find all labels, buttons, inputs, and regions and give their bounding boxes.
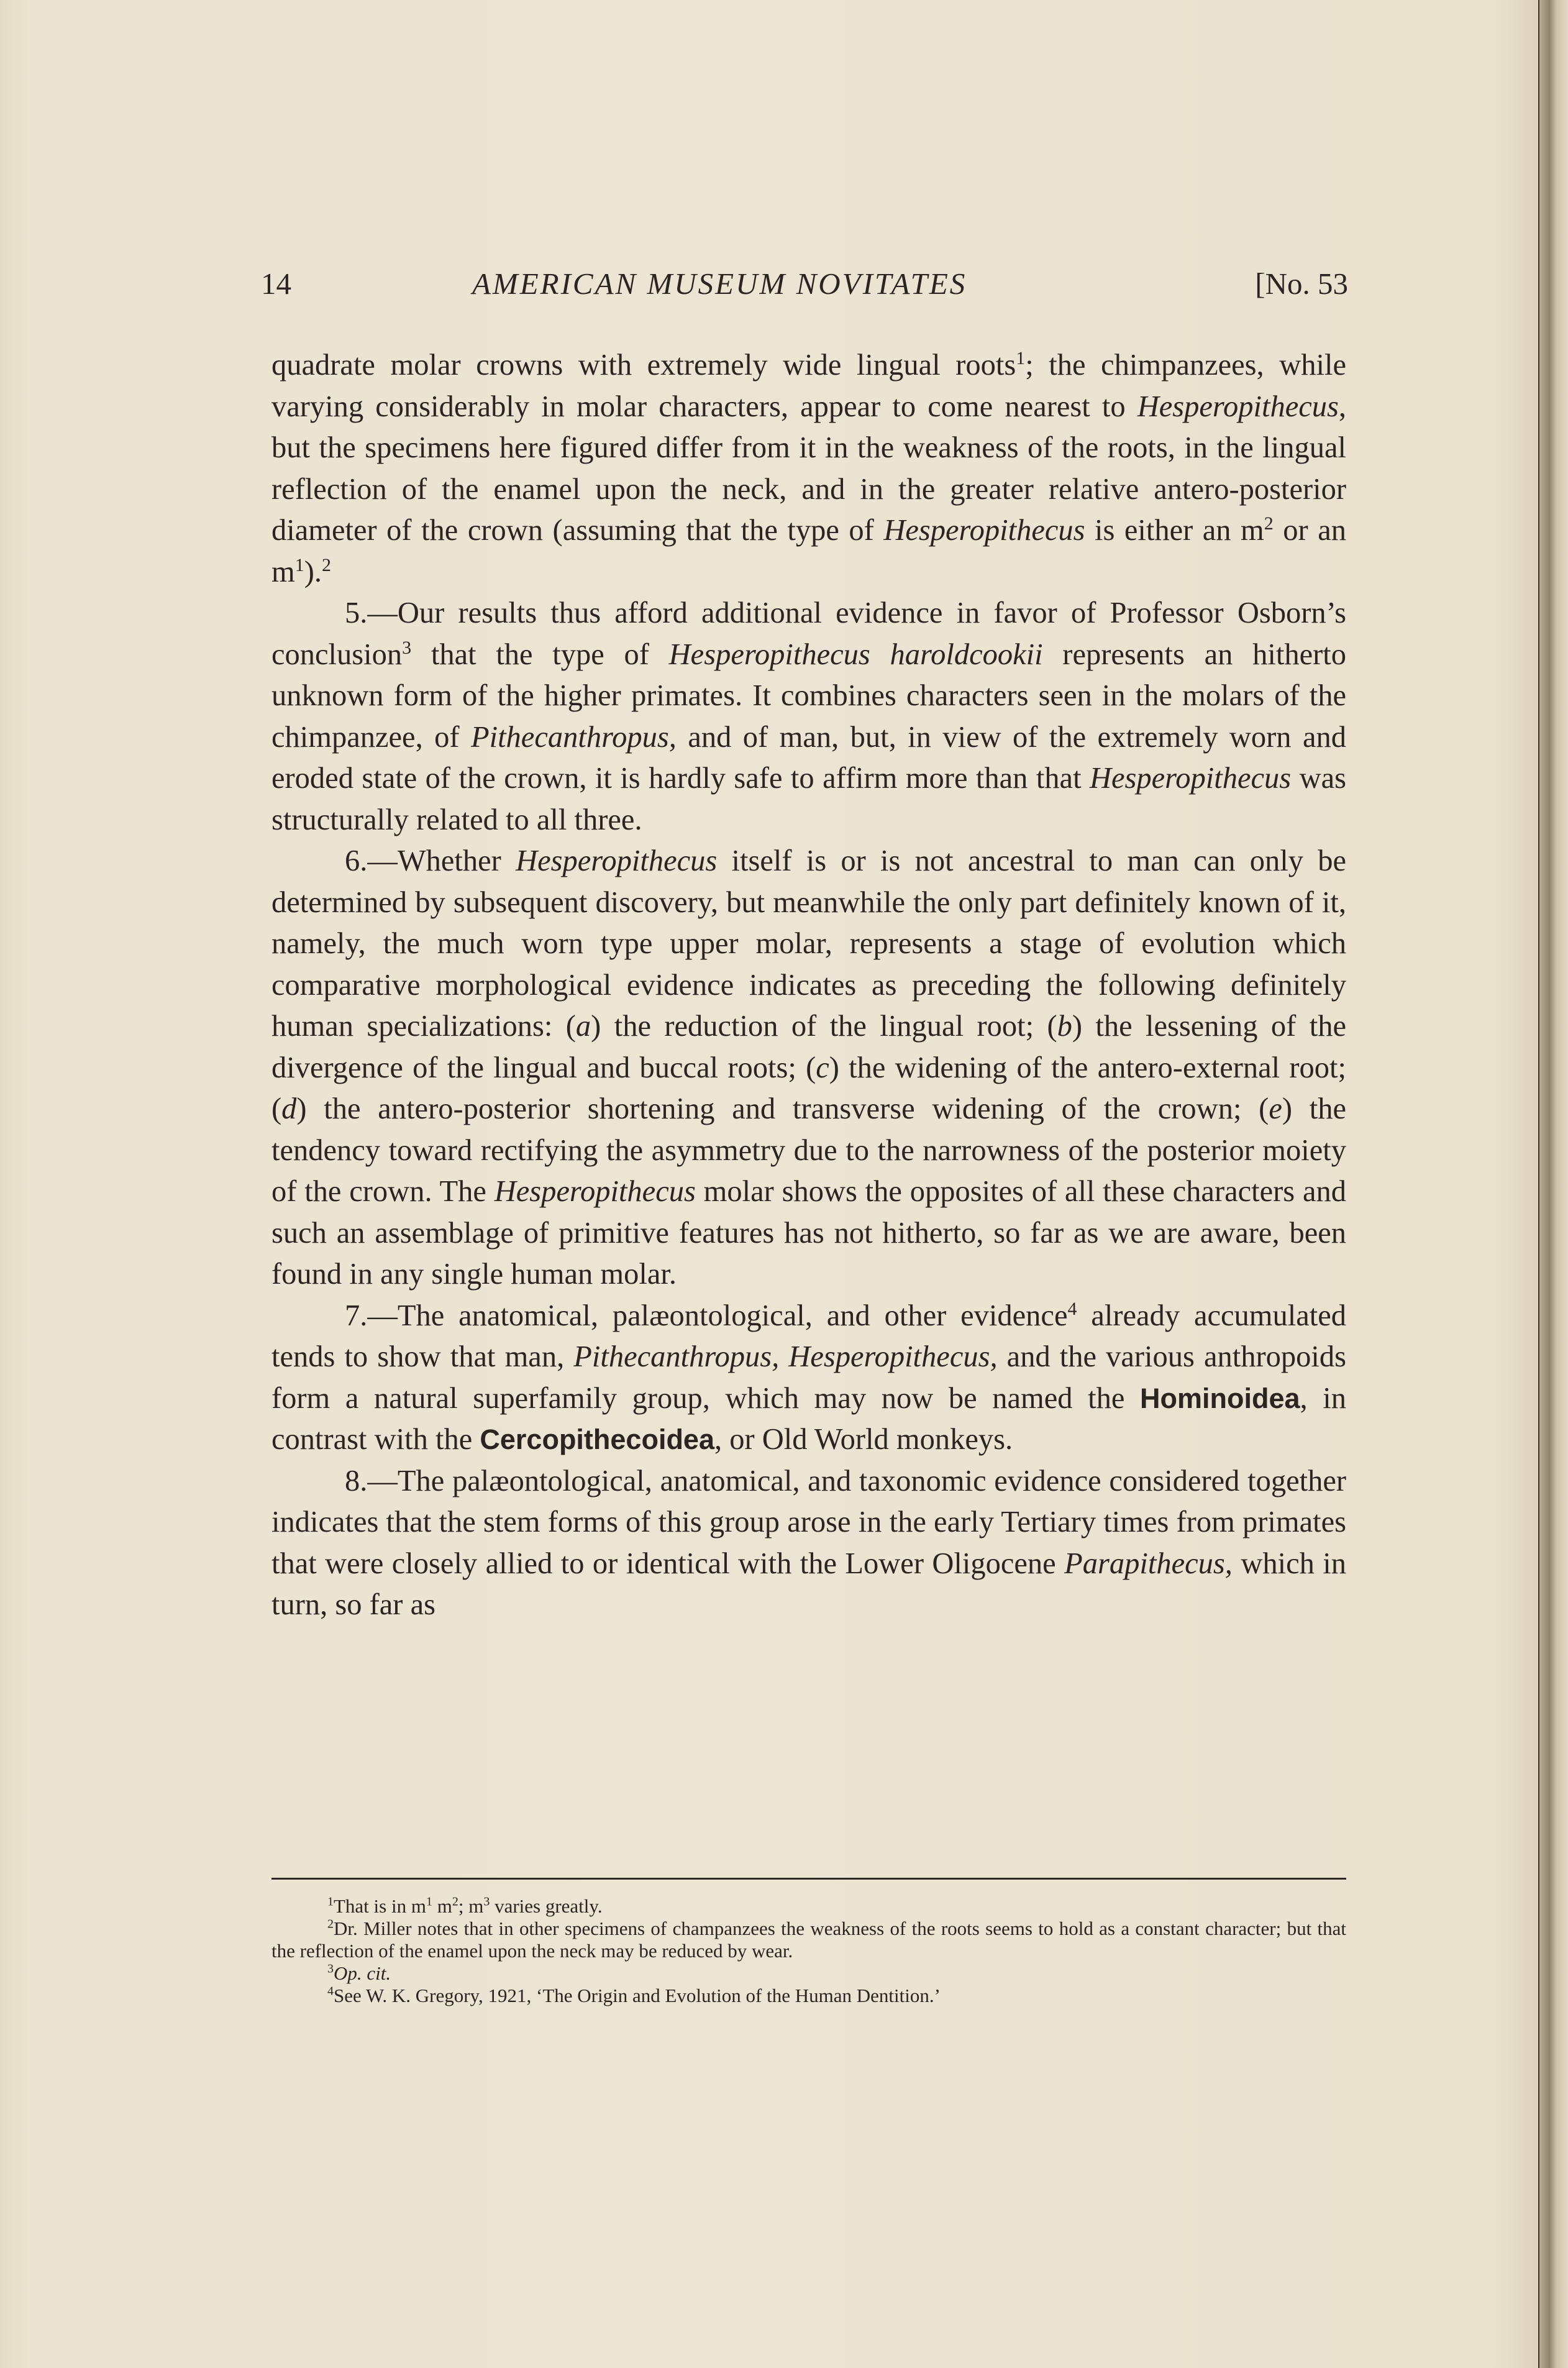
footnote-4: $^4$See W. K. Gregory, 1921, ‘The Origin and Evolution of the Human Dentition.’ <box>327 1984 941 2006</box>
paragraph-7: 7.—The anatomical, palæontological, and other evidence$^4$ already accumulated tends to show that man, Pithecanthropus, Hesperopithecus, and the various anthropoids form a natural superfamily group, which may now be named the Hominoidea, in contrast with the Cercopithecoidea, or Old World monkeys. <box>271 1298 1346 1456</box>
running-header <box>261 266 1348 309</box>
footnote-ref[interactable]: 1 <box>1016 347 1026 368</box>
paragraph-8: 8.—The palæontological, anatomical, and taxonomic evidence considered together indicates that the stem forms of this group arose in the early Tertiary times from primates that were closely allied to or identical with the Lower Oligocene Parapithecus, which in turn, so far as <box>271 1464 1346 1621</box>
footnote-3: $^3$Op. cit. <box>327 1962 391 1984</box>
body-text <box>271 345 1346 1626</box>
footnote-rule <box>271 1878 1346 1880</box>
running-title: AMERICAN MUSEUM NOVITATES <box>472 267 967 301</box>
footnote-ref[interactable]: 2 <box>322 554 332 575</box>
paragraph-6: 6.—Whether Hesperopithecus itself is or is not ancestral to man can only be determined by subsequent discovery, but meanwhile the only part definitely known of it, namely, the much worn type upper molar, represents a stage of evolution which comparative morphological evidence indicates as preceding the following definitely human specializations: (a) the reduction of the lingual root; (b) the lessening of the divergence of the lingual and buccal roots; (c) the widening of the antero-external root; (d) the antero-posterior shortening and transverse widening of the crown; (e) the tendency toward rectifying the asymmetry due to the narrowness of the posterior moiety of the crown. The Hesperopithecus molar shows the opposites of all these characters and such an assemblage of primitive features has not hitherto, so far as we are aware, been found in any single human molar. <box>271 844 1347 1291</box>
paragraph-5: 5.—Our results thus afford additional evidence in favor of Professor Osborn’s conclusion$^3$ that the type of Hesperopithecus haroldcookii represents an hitherto unknown form of the higher primates. It combines characters seen in the molars of the chimpanzee, of Pithecanthropus, and of man, but, in view of the extremely worn and eroded state of the crown, it is hardly safe to affirm more than that Hesperopithecus was structurally related to all three. <box>271 597 1347 836</box>
footnote-ref[interactable]: 4 <box>1067 1298 1077 1319</box>
taxon-cercopithecoidea: Cercopithecoidea <box>480 1424 714 1455</box>
page-number: 14 <box>261 267 291 301</box>
footnote-1: $^1$That is in $m^1$ $m^2$; $m^3$ varies greatly. <box>327 1895 603 1917</box>
paragraph-continued: quadrate molar crowns with extremely wide lingual roots$^1$; the chimpanzees, while varying considerably in molar characters, appear to come nearest to Hesperopithecus, but the specimens here figured differ from it in the weakness of the roots, in the lingual reflection of the enamel upon the neck, and in the greater relative antero-posterior diameter of the crown (assuming that the type of Hesperopithecus is either an $m^2$ or an $m^1).^2$ <box>271 347 1346 588</box>
footnote-2: $^2$Dr. Miller notes that in other specimens of champanzees the weakness of the roots seems to hold as a constant character; but that the reflection of the enamel upon the neck may be reduced by wear. <box>271 1917 1346 1962</box>
issue-number: [No. 53 <box>1255 267 1348 301</box>
taxon-hominoidea: Hominoidea <box>1140 1382 1300 1414</box>
footnotes <box>271 1895 1346 2007</box>
footnote-ref[interactable]: 3 <box>402 637 412 658</box>
page-edge-shadow <box>1539 0 1568 2368</box>
